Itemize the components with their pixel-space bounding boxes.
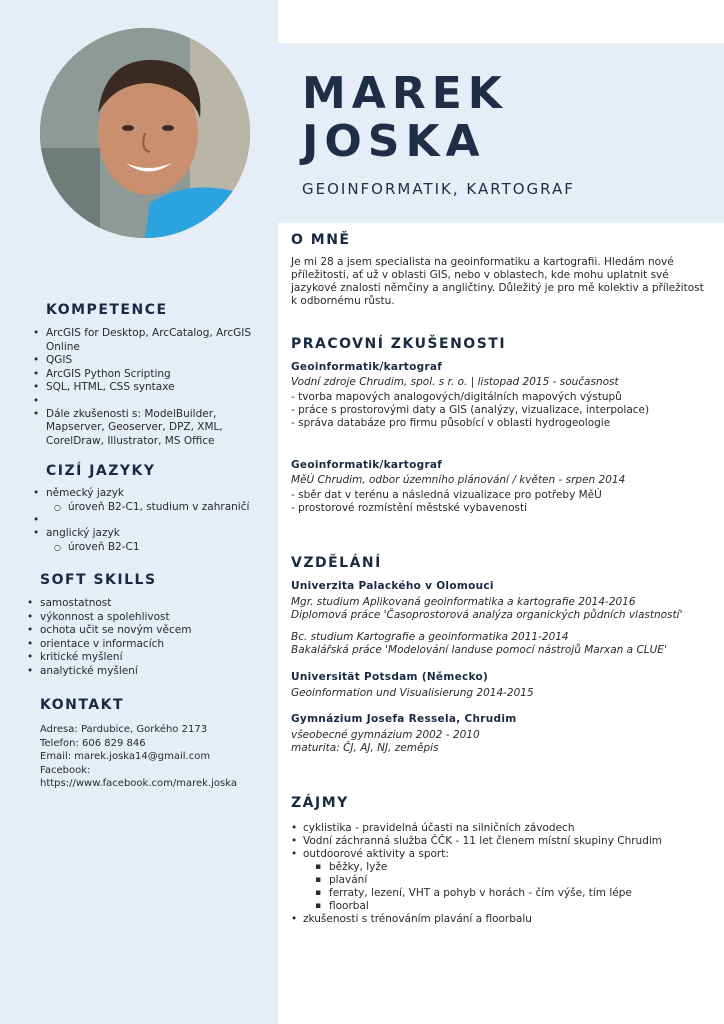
skills-list (28, 327, 273, 448)
list-item: • ochota učit se novým věcem (22, 624, 267, 638)
contact-facebook-label: Facebook: (40, 764, 91, 776)
list-item: • QGIS (28, 354, 273, 368)
languages-title: CIZÍ JAZYKY (46, 463, 156, 479)
contact-title: KONTAKT (40, 697, 125, 713)
school-line: Bc. studium Kartografie a geoinformatika 2011-2014 (291, 631, 569, 643)
job-entry (291, 459, 716, 515)
soft-skills-list (22, 597, 267, 678)
list-item: • anglický jazyk (28, 527, 273, 541)
list-item: • zkušenosti s trénováním plavání a floorbalu (289, 913, 719, 926)
job-entry (291, 361, 716, 430)
list-item: • analytické myšlení (22, 665, 267, 679)
about-title: O MNĚ (291, 232, 351, 248)
education-title: VZDĚLÁNÍ (291, 555, 382, 571)
list-subitem: ○ úroveň B2-C1 (28, 541, 273, 555)
school-line: maturita: ČJ, AJ, NJ, zeměpis (291, 742, 439, 754)
list-item: • Dále zkušenosti s: ModelBuilder, Mapserver, Geoserver, DPZ, XML, CorelDraw, Illustrator, MS Office (28, 408, 273, 449)
school-line: Diplomová práce 'Časoprostorová analýza organických půdních vlastností' (291, 609, 683, 621)
list-item: • cyklistika - pravidelná účasti na silničních závodech (289, 822, 719, 835)
school-line: Geoinformation und Visualisierung 2014-2015 (291, 687, 534, 699)
job-employer: MěÚ Chrudim, odbor územního plánování / květen - srpen 2014 (291, 474, 626, 486)
person-name (302, 70, 508, 166)
job-duty: - práce s prostorovými daty a GIS (analýzy, vizualizace, interpolace) (291, 404, 650, 416)
list-item: • ArcGIS Python Scripting (28, 368, 273, 382)
list-subitem: ▪ floorbal (289, 900, 719, 913)
profile-photo (40, 28, 250, 238)
interests-list (289, 822, 719, 926)
spacer (28, 514, 273, 527)
school-line: Mgr. studium Aplikovaná geoinformatika a kartografie 2014-2016 (291, 596, 636, 608)
job-position: Geoinformatik/kartograf (291, 459, 443, 471)
school-name: Univerzita Palackého v Olomouci (291, 580, 494, 592)
school-line: Bakalářská práce 'Modelování landuse pomocí nástrojů Marxan a CLUE' (291, 644, 667, 656)
contact-address: Adresa: Pardubice, Gorkého 2173 (40, 724, 208, 735)
list-item: • SQL, HTML, CSS syntaxe (28, 381, 273, 395)
job-duty: - sběr dat v terénu a následná vizualizace pro potřeby MěÚ (291, 489, 602, 501)
job-position: Geoinformatik/kartograf (291, 361, 443, 373)
about-text: Je mi 28 a jsem specialista na geoinformatiku a kartografii. Hledám nové příležitosti, ať už v oblasti GIS, nebo v oblastech, kde mohu uplatnit své jazykové znalosti němčiny a angličtiny. Důležitý je pro mě kolektiv a příležitost k odbornému růstu. (291, 256, 704, 307)
spacer (28, 395, 273, 408)
list-item: • kritické myšlení (22, 651, 267, 665)
list-subitem: ▪ plavání (289, 874, 719, 887)
school-entry (291, 671, 716, 700)
first-name: MAREK (302, 68, 508, 119)
school-entry (291, 580, 719, 657)
school-name: Gymnázium Josefa Ressela, Chrudim (291, 713, 517, 725)
school-line: všeobecné gymnázium 2002 - 2010 (291, 729, 480, 741)
soft-skills-title: SOFT SKILLS (40, 572, 157, 588)
contact-email[interactable]: Email: marek.joska14@gmail.com (40, 751, 211, 762)
experience-title: PRACOVNÍ ZKUŠENOSTI (291, 336, 507, 352)
job-duty: - tvorba mapových analogových/digitálních mapových výstupů (291, 391, 622, 403)
list-subitem: ▪ běžky, lyže (289, 861, 719, 874)
job-employer: Vodní zdroje Chrudim, spol. s r. o. | listopad 2015 - současnost (291, 376, 619, 388)
list-item: • Vodní záchranná služba ČČK - 11 let členem místní skupiny Chrudim (289, 835, 719, 848)
languages-list (28, 487, 273, 554)
list-item: • výkonnost a spolehlivost (22, 611, 267, 625)
list-subitem: ○ úroveň B2-C1, studium v zahraničí (28, 501, 273, 515)
school-entry (291, 713, 716, 755)
list-item: • orientace v informacích (22, 638, 267, 652)
job-duty: - správa databáze pro firmu působící v oblasti hydrogeologie (291, 417, 611, 429)
contact-facebook-link[interactable]: https://www.facebook.com/marek.joska (40, 778, 237, 789)
spacer (291, 622, 719, 631)
last-name: JOSKA (302, 116, 486, 167)
list-item: • samostatnost (22, 597, 267, 611)
contact-phone: Telefon: 606 829 846 (40, 737, 146, 749)
contact-info (40, 723, 275, 791)
skills-title: KOMPETENCE (46, 302, 168, 318)
school-name: Universität Potsdam (Německo) (291, 671, 489, 683)
list-item: • německý jazyk (28, 487, 273, 501)
list-item: • outdoorové aktivity a sport: (289, 848, 719, 861)
list-subitem: ▪ ferraty, lezení, VHT a pohyb v horách - čím výše, tím lépe (289, 887, 719, 900)
list-item: • ArcGIS for Desktop, ArcCatalog, ArcGIS Online (28, 327, 273, 354)
job-duty: - prostorové rozmístění městské vybavenosti (291, 502, 527, 514)
interests-title: ZÁJMY (291, 795, 349, 811)
job-subtitle: GEOINFORMATIK, KARTOGRAF (302, 180, 575, 198)
